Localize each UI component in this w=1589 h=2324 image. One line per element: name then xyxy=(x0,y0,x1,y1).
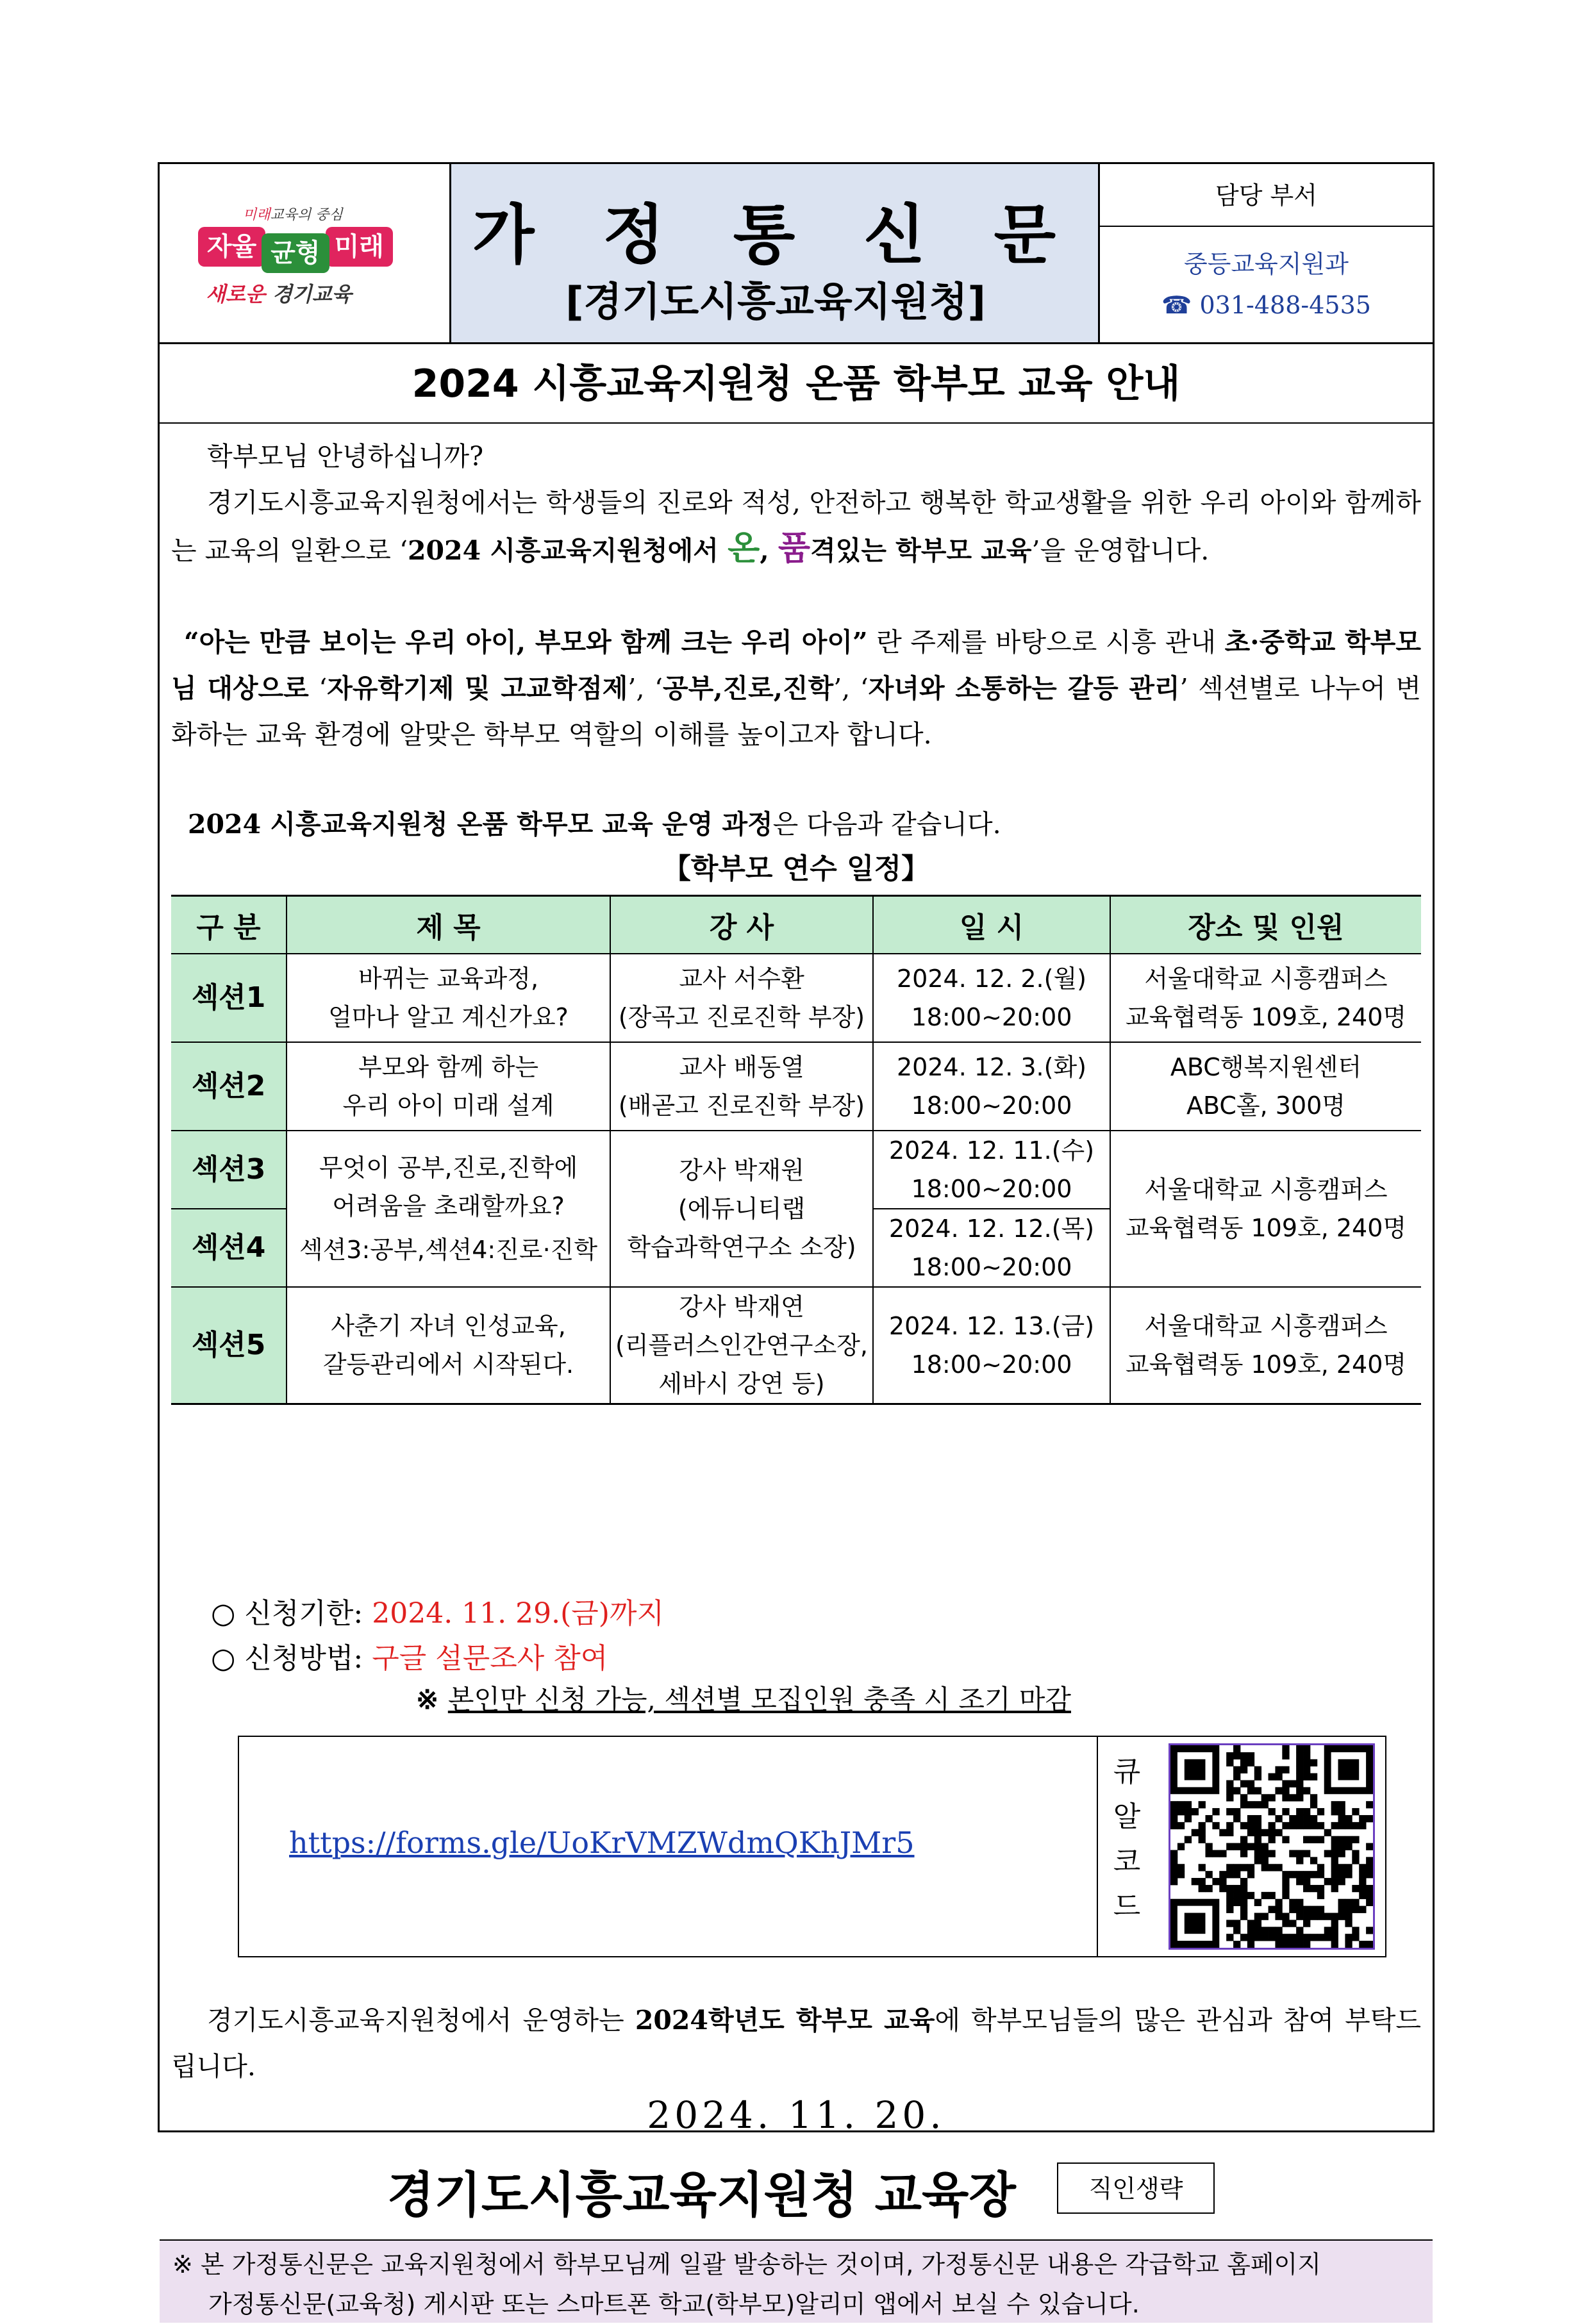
datetime-cell xyxy=(873,1042,1110,1131)
place-cell xyxy=(1110,1131,1421,1287)
title-cell xyxy=(287,1042,610,1131)
theme-q2: ’, ‘ xyxy=(628,673,663,704)
date-line: 2024. 12. 3.(화) xyxy=(897,1053,1086,1081)
intro-pum: 품 xyxy=(778,529,811,568)
place-line: 교육협력동 109호, 240명 xyxy=(1125,1214,1407,1242)
table-row xyxy=(171,1131,1421,1209)
note-mark: ※ xyxy=(416,1684,448,1715)
col-header-title: 제 목 xyxy=(287,896,610,954)
title-line: 우리 아이 미래 설계 xyxy=(342,1091,554,1120)
time-line: 18:00~20:00 xyxy=(911,1003,1072,1031)
newsletter-frame xyxy=(158,162,1435,2318)
title-cell xyxy=(287,1287,610,1404)
qr-code-graphic xyxy=(1170,1745,1373,1948)
place-cell xyxy=(1110,1287,1421,1404)
lecturer-line: (에듀니티랩 xyxy=(678,1195,806,1223)
table-row xyxy=(171,954,1421,1042)
time-line: 18:00~20:00 xyxy=(911,1350,1072,1379)
logo-badge-2: 균형 xyxy=(262,233,329,273)
logo-slogan-accent: 미래 xyxy=(243,207,270,223)
schedule-table xyxy=(171,895,1421,1405)
signer: 경기도시흥교육지원청 교육장 xyxy=(387,2166,1016,2223)
datetime-cell xyxy=(873,1131,1110,1209)
title-line: 얼마나 알고 계신가요? xyxy=(328,1003,569,1031)
intro-paragraph xyxy=(171,479,1421,574)
qr-label-char: 드 xyxy=(1113,1890,1141,1923)
place-line: ABC홀, 300명 xyxy=(1186,1091,1346,1120)
qr-label-char: 큐 xyxy=(1113,1755,1141,1788)
dept-label: 담당 부서 xyxy=(1100,164,1433,227)
theme-topic-2: 공부,진로,진학 xyxy=(663,673,834,704)
date-line: 2024. 12. 12.(목) xyxy=(888,1215,1095,1243)
title-cell xyxy=(451,164,1100,342)
logo-slogan-rest: 교육의 중심 xyxy=(270,207,343,223)
closing-bold: 2024학년도 학부모 교육 xyxy=(635,2005,935,2036)
apply-method xyxy=(211,1635,608,1676)
closing-paragraph xyxy=(171,1997,1421,2089)
place-line: 서울대학교 시흥캠퍼스 xyxy=(1144,1312,1388,1340)
title-line: 무엇이 공부,진로,진학에 xyxy=(319,1154,578,1182)
theme-target: 초·중학교 학부모님 대상으로 xyxy=(171,627,1421,704)
closing-text-1: 경기도시흥교육지원청에서 운영하는 xyxy=(207,2005,635,2036)
logo-slogan xyxy=(243,204,343,224)
theme-paragraph xyxy=(171,619,1421,758)
lecturer-cell xyxy=(610,1131,873,1287)
table-row xyxy=(171,1042,1421,1131)
lecturer-line: 교사 배동열 xyxy=(679,1053,804,1081)
title-line: 갈등관리에서 시작된다. xyxy=(322,1350,574,1379)
footnote-line-2: 가정통신문(교육청) 게시판 또는 스마트폰 학교(학부모)알리미 앱에서 보실 수 있습니다. xyxy=(208,2290,1140,2318)
lecturer-line: 강사 박재원 xyxy=(679,1156,804,1184)
lecturer-line: 교사 서수환 xyxy=(679,965,804,993)
col-header-datetime: 일 시 xyxy=(873,896,1110,954)
place-line: 교육협력동 109호, 240명 xyxy=(1125,1003,1407,1031)
title-cell xyxy=(287,954,610,1042)
place-cell xyxy=(1110,1042,1421,1131)
theme-text-2: ’ 섹션별로 나누어 변화하는 교육 환경에 알맞은 학부모 역할의 이해를 높이고자 합니다. xyxy=(171,673,1421,750)
col-header-lecturer: 강 사 xyxy=(610,896,873,954)
theme-text-1: 란 주제를 바탕으로 시흥 관내 xyxy=(867,627,1225,658)
lecturer-line: 강사 박재연 xyxy=(679,1293,804,1321)
logo-badges xyxy=(198,227,389,272)
course-intro xyxy=(171,801,1421,847)
place-line: 서울대학교 시흥캠퍼스 xyxy=(1144,965,1388,993)
lecturer-line: (장곡고 진로진학 부장) xyxy=(618,1003,865,1031)
page-title: 가 정 통 신 문 xyxy=(472,197,1079,272)
issue-date: 2024. 11. 20. xyxy=(647,2093,945,2137)
datetime-cell xyxy=(873,1209,1110,1287)
survey-link[interactable]: https://forms.gle/UoKrVMZWdmQKhJMr5 xyxy=(289,1825,915,1860)
lecturer-cell xyxy=(610,1287,873,1404)
dept-name: 중등교육지원과 xyxy=(1184,250,1349,278)
datetime-cell xyxy=(873,1287,1110,1404)
stamp-omitted: 직인생략 xyxy=(1057,2162,1215,2214)
method-value: 구글 설문조사 참여 xyxy=(372,1642,608,1675)
phone-icon: ☎ xyxy=(1161,291,1192,319)
title-line: 부모와 함께 하는 xyxy=(358,1053,539,1081)
closing-text-2: 에 학부모님들의 많은 관심과 참여 부탁드립니다. xyxy=(171,2005,1421,2082)
place-line: 서울대학교 시흥캠퍼스 xyxy=(1144,1175,1388,1204)
intro-on: 온 xyxy=(728,529,760,568)
intro-bold: 2024 시흥교육지원청에서 xyxy=(407,535,728,566)
headline: 2024 시흥교육지원청 온품 학부모 교육 안내 xyxy=(160,344,1433,424)
theme-q1: ‘ xyxy=(308,673,328,704)
dept-phone xyxy=(1100,291,1433,319)
link-box xyxy=(238,1736,1386,1957)
logo-badge-1: 자율 xyxy=(198,227,265,267)
deadline-label: ○ 신청기한: xyxy=(211,1597,372,1630)
title-line: 섹션3:공부,섹션4:진로·진학 xyxy=(299,1236,598,1264)
lecturer-line: 학습과학연구소 소장) xyxy=(627,1233,856,1261)
lecturer-line: (배곧고 진로진학 부장) xyxy=(618,1091,865,1120)
theme-quote: “아는 만큼 보이는 우리 아이, 부모와 함께 크는 우리 아이” xyxy=(184,627,868,658)
logo-badge-3: 미래 xyxy=(326,227,393,267)
course-intro-text: 은 다음과 같습니다. xyxy=(772,809,1001,840)
schedule-title: 【학부모 연수 일정】 xyxy=(662,852,930,885)
apply-deadline xyxy=(211,1590,664,1631)
session-cell: 섹션3 xyxy=(171,1131,287,1209)
intro-end: ’을 운영합니다. xyxy=(1031,535,1210,566)
apply-note xyxy=(416,1679,1071,1717)
lecturer-cell xyxy=(610,1042,873,1131)
date-line: 2024. 12. 11.(수) xyxy=(888,1136,1095,1165)
logo-sub-rest: 경기교육 xyxy=(265,282,352,306)
logo-sub-accent: 새로운 xyxy=(206,282,265,306)
title-line: 어려움을 초래할까요? xyxy=(332,1192,565,1220)
title-cell xyxy=(287,1131,610,1287)
place-line: 교육협력동 109호, 240명 xyxy=(1125,1350,1407,1379)
time-line: 18:00~20:00 xyxy=(911,1175,1072,1203)
lecturer-line: 세바시 강연 등) xyxy=(658,1370,825,1398)
lecturer-cell xyxy=(610,954,873,1042)
note-text: 본인만 신청 가능, 섹션별 모집인원 충족 시 조기 마감 xyxy=(447,1684,1071,1715)
table-row xyxy=(171,1287,1421,1404)
session-cell: 섹션1 xyxy=(171,954,287,1042)
col-header-section: 구 분 xyxy=(171,896,287,954)
theme-topic-1: 자유학기제 및 고교학점제 xyxy=(327,673,628,704)
theme-q3: ’, ‘ xyxy=(833,673,869,704)
qr-label xyxy=(1104,1750,1149,1929)
time-line: 18:00~20:00 xyxy=(911,1091,1072,1120)
link-divider xyxy=(1097,1737,1098,1956)
logo-sub xyxy=(206,278,352,308)
qr-code-icon[interactable] xyxy=(1169,1743,1375,1950)
date-line: 2024. 12. 13.(금) xyxy=(888,1312,1095,1340)
intro-comma: , xyxy=(760,535,778,566)
place-cell xyxy=(1110,954,1421,1042)
footnote xyxy=(160,2239,1433,2323)
page-subtitle: [경기도시흥교육지원청] xyxy=(565,278,986,325)
datetime-cell xyxy=(873,954,1110,1042)
session-cell: 섹션5 xyxy=(171,1287,287,1404)
qr-label-char: 코 xyxy=(1113,1845,1141,1878)
dept-cell xyxy=(1100,164,1433,342)
intro-bold-2: 격있는 학부모 교육 xyxy=(810,535,1032,566)
greeting: 학부모님 안녕하십니까? xyxy=(207,441,484,472)
course-intro-bold: 2024 시흥교육지원청 온품 학무모 교육 운영 과정 xyxy=(188,809,773,840)
table-header-row xyxy=(171,896,1421,954)
qr-label-char: 알 xyxy=(1113,1800,1141,1833)
time-line: 18:00~20:00 xyxy=(911,1253,1072,1281)
deadline-value: 2024. 11. 29.(금)까지 xyxy=(372,1597,664,1630)
title-line: 사춘기 자녀 인성교육, xyxy=(331,1312,566,1340)
lecturer-line: (리플러스인간연구소장, xyxy=(615,1331,868,1359)
dept-phone-number: 031-488-4535 xyxy=(1199,291,1371,319)
title-line: 바뀌는 교육과정, xyxy=(358,965,539,993)
session-cell: 섹션4 xyxy=(171,1209,287,1287)
method-label: ○ 신청방법: xyxy=(211,1642,372,1675)
date-line: 2024. 12. 2.(월) xyxy=(897,965,1086,993)
col-header-place: 장소 및 인원 xyxy=(1110,896,1421,954)
logo-cell xyxy=(160,164,451,342)
session-cell: 섹션2 xyxy=(171,1042,287,1131)
theme-topic-3: 자녀와 소통하는 갈등 관리 xyxy=(868,673,1180,704)
place-line: ABC행복지원센터 xyxy=(1170,1053,1362,1081)
footnote-line-1: ※ 본 가정통신문은 교육지원청에서 학부모님께 일괄 발송하는 것이며, 가정통신문 내용은 각급학교 홈페이지 xyxy=(172,2250,1321,2278)
intro-text: 경기도시흥교육지원청에서는 학생들의 진로와 적성, 안전하고 행복한 학교생활을 위한 우리 아이와 함께하는 교육의 일환으로 ‘ xyxy=(171,487,1421,566)
